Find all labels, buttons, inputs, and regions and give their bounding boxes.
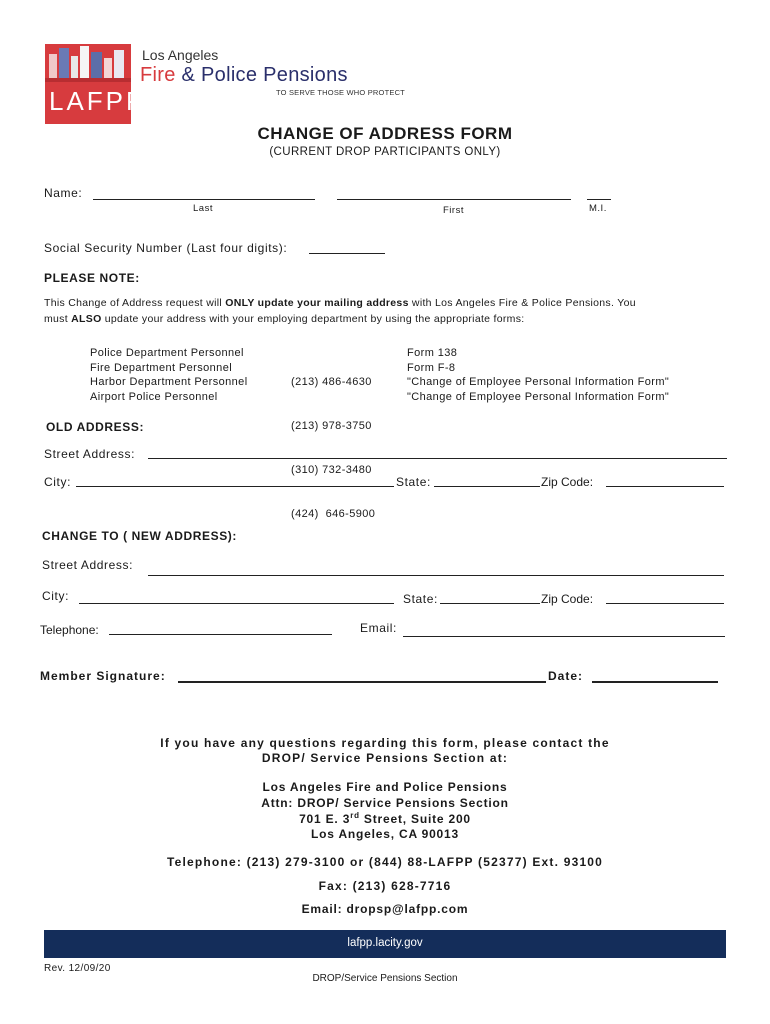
new-zip-field[interactable] [606, 603, 724, 604]
ssn-field[interactable] [309, 253, 385, 254]
old-address-heading: OLD ADDRESS: [46, 420, 145, 434]
first-name-field[interactable] [337, 199, 571, 200]
new-city-field[interactable] [79, 603, 394, 604]
form-harbor: "Change of Employee Personal Information Form" [407, 376, 670, 389]
note-line1-post: with Los Angeles Fire & Police Pensions. You [408, 297, 636, 309]
form-column [407, 346, 669, 404]
note-heading: PLEASE NOTE: [44, 271, 140, 285]
dept-fire: Fire Department Personnel [90, 361, 233, 374]
lafpp-logo [45, 44, 147, 124]
contact-city: Los Angeles, CA 90013 [311, 827, 459, 841]
note-line-2 [44, 311, 744, 327]
note-line-1 [44, 295, 744, 311]
name-label: Name: [44, 186, 83, 200]
org-name [140, 64, 348, 87]
org-name-rest: & Police Pensions [175, 64, 348, 86]
ssn-label: Social Security Number (Last four digits): [44, 241, 288, 255]
question-line-1: If you have any questions regarding this form, please contact the [160, 736, 610, 750]
phone-column [291, 346, 375, 536]
first-name-caption: First [443, 205, 464, 216]
old-state-field[interactable] [434, 486, 540, 487]
street-post: Street, Suite 200 [359, 812, 471, 826]
street-sup: rd [350, 811, 360, 820]
new-email-field[interactable] [403, 636, 725, 637]
last-name-caption: Last [193, 203, 213, 214]
note-line2-post: update your address with your employing department by using the appropriate forms: [101, 313, 525, 325]
org-tagline: TO SERVE THOSE WHO PROTECT [276, 88, 405, 97]
new-city-label: City: [42, 589, 69, 603]
contact-fax: Fax: (213) 628-7716 [318, 879, 452, 893]
footer-url-link[interactable]: lafpp.lacity.gov [347, 937, 423, 949]
form-police: Form 138 [407, 347, 458, 359]
note-text [44, 295, 744, 327]
new-street-field[interactable] [148, 575, 724, 576]
new-street-label: Street Address: [42, 558, 134, 572]
new-zip-label: Zip Code: [541, 592, 594, 606]
contact-org: Los Angeles Fire and Police Pensions [262, 780, 508, 794]
question-line-2: DROP/ Service Pensions Section at: [261, 751, 509, 765]
contact-street [0, 811, 770, 826]
form-fire: Form F-8 [407, 361, 456, 374]
street-pre: 701 E. 3 [299, 812, 351, 826]
new-email-label: Email: [360, 621, 397, 635]
old-state-label: State: [396, 475, 431, 489]
dept-column [90, 346, 248, 404]
contact-attn: Attn: DROP/ Service Pensions Section [261, 796, 509, 810]
phone-harbor: (310) 732-3480 [291, 463, 372, 476]
new-state-field[interactable] [440, 603, 540, 604]
form-airport: "Change of Employee Personal Information Form" [407, 390, 670, 403]
new-address-heading: CHANGE TO ( NEW ADDRESS): [42, 529, 237, 543]
contact-email: Email: dropsp@lafpp.com [301, 902, 469, 916]
date-field[interactable] [592, 681, 718, 683]
dept-harbor: Harbor Department Personnel [90, 376, 248, 389]
new-phone-label: Telephone: [40, 623, 99, 637]
new-phone-field[interactable] [109, 634, 332, 635]
signature-field[interactable] [178, 681, 546, 683]
note-line2-bold: ALSO [71, 313, 102, 325]
note-line1-pre: This Change of Address request will [44, 297, 226, 309]
old-street-field[interactable] [148, 458, 727, 459]
contact-telephone: Telephone: (213) 279-3100 or (844) 88-LAFPP (52377) Ext. 93100 [166, 855, 604, 869]
dept-airport: Airport Police Personnel [90, 390, 218, 403]
date-label: Date: [548, 669, 584, 683]
phone-police: (213) 486-4630 [291, 376, 372, 389]
old-city-label: City: [44, 475, 71, 489]
phone-airport: (424) 646-5900 [291, 507, 376, 520]
form-title: CHANGE OF ADDRESS FORM [257, 124, 513, 143]
signature-label: Member Signature: [40, 669, 166, 683]
org-city: Los Angeles [142, 47, 219, 63]
footer-bar [44, 930, 726, 958]
phone-fire: (213) 978-3750 [291, 419, 372, 432]
middle-initial-field[interactable] [587, 199, 611, 200]
old-zip-label: Zip Code: [541, 475, 594, 489]
note-line1-bold: ONLY update your mailing address [225, 297, 409, 309]
org-name-red: Fire [140, 64, 176, 86]
footer-section: DROP/Service Pensions Section [312, 973, 458, 984]
note-line2-pre: must [44, 313, 72, 325]
last-name-field[interactable] [93, 199, 315, 200]
new-state-label: State: [403, 592, 438, 606]
old-city-field[interactable] [76, 486, 394, 487]
mi-caption: M.I. [589, 203, 607, 214]
old-street-label: Street Address: [44, 447, 136, 461]
dept-police: Police Department Personnel [90, 347, 244, 359]
old-zip-field[interactable] [606, 486, 724, 487]
form-subtitle: (CURRENT DROP PARTICIPANTS ONLY) [269, 146, 501, 158]
revision-date: Rev. 12/09/20 [44, 963, 111, 974]
logo-text: LAFPP [49, 86, 147, 116]
